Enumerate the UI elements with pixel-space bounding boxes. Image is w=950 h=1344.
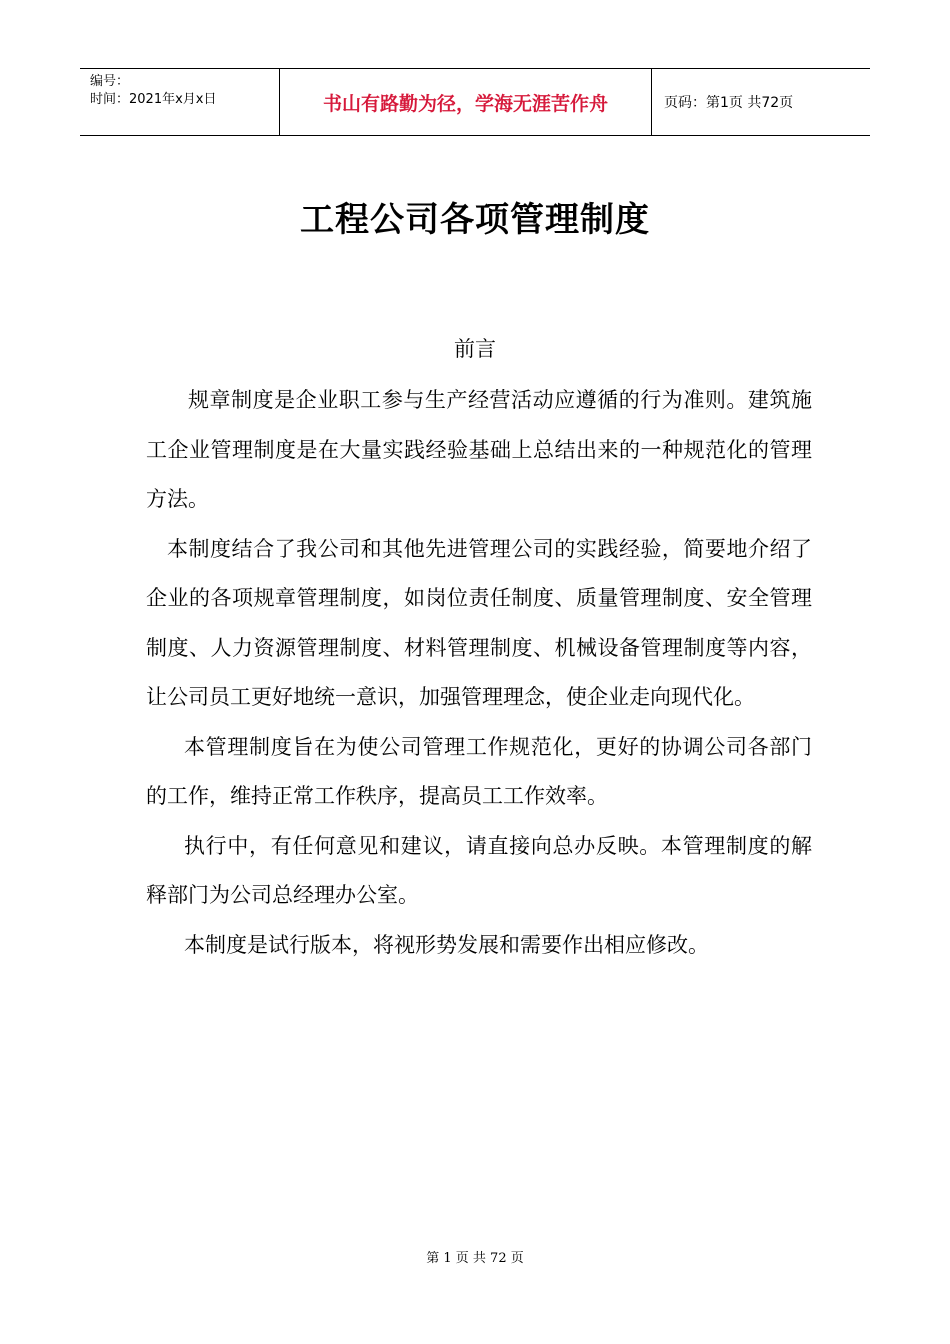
header-page-info: 页码：第1页 共72页 [664, 95, 794, 111]
document-body [146, 376, 812, 970]
document-number-label: 编号： [90, 74, 130, 89]
header-motto: 书山有路勤为径，学海无涯苦作舟 [280, 69, 652, 135]
body-paragraph: 本制度结合了我公司和其他先进管理公司的实践经验，简要地介绍了企业的各项规章管理制度，如岗位责任制度、质量管理制度、安全管理制度、人力资源管理制度、材料管理制度、机械设备管理制度等内容，让公司员工更好地统一意识，加强管理理念，使企业走向现代化。 [146, 536, 812, 709]
body-paragraph: 本制度是试行版本，将视形势发展和需要作出相应修改。 [184, 932, 709, 957]
page-footer: 第 1 页 共 72 页 [426, 1251, 524, 1266]
header-table [80, 68, 870, 136]
preface-heading: 前言 [454, 337, 496, 361]
header-meta-cell [80, 69, 280, 135]
body-paragraph: 规章制度是企业职工参与生产经营活动应遵循的行为准则。建筑施工企业管理制度是在大量实践经验基础上总结出来的一种规范化的管理方法。 [146, 388, 812, 511]
body-paragraph: 执行中，有任何意见和建议，请直接向总办反映。本管理制度的解释部门为公司总经理办公室。 [146, 833, 812, 907]
document-title: 工程公司各项管理制度 [300, 200, 650, 240]
body-paragraph: 本管理制度旨在为使公司管理工作规范化，更好的协调公司各部门的工作，维持正常工作秩序，提高员工工作效率。 [146, 734, 812, 808]
document-time-label: 时间：2021年x月x日 [90, 92, 217, 107]
